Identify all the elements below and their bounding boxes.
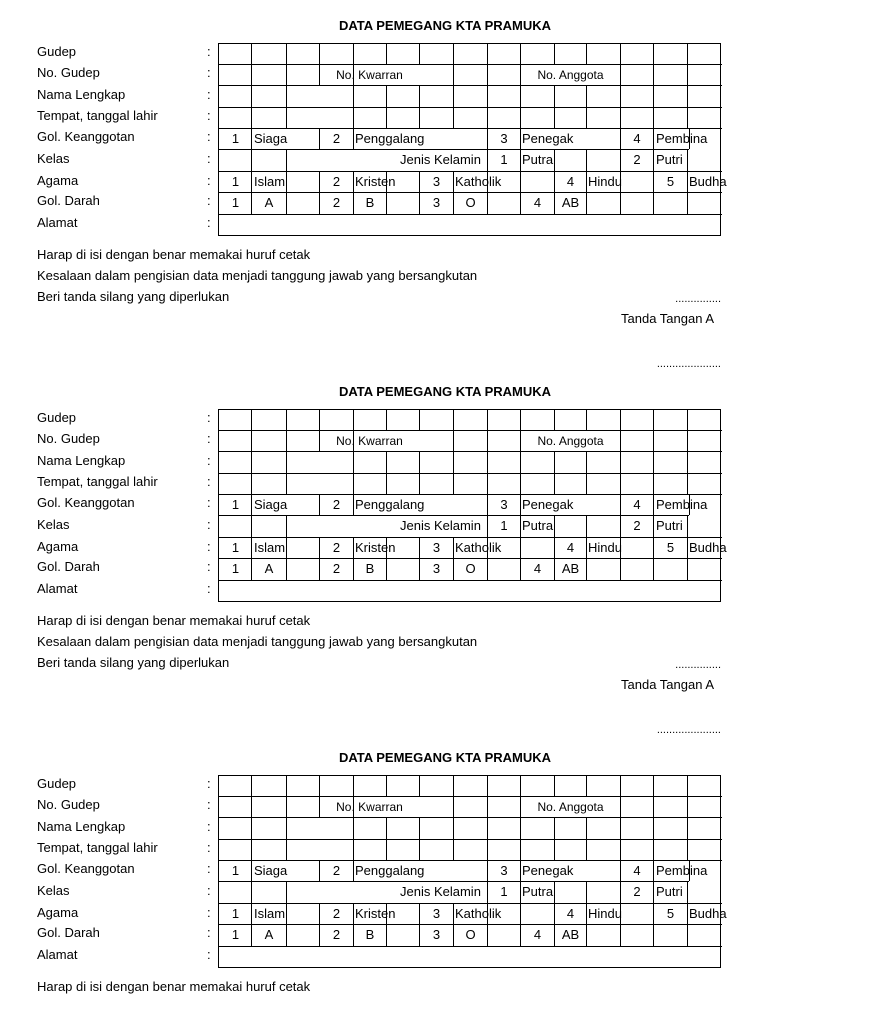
option-number: 2 [633,152,641,167]
option-number: 1 [231,131,240,146]
option-number: 3 [432,927,441,942]
no-anggota-label: No. Anggota [537,68,604,82]
option-pembina[interactable]: Pembina [656,131,708,146]
option-number: 5 [666,174,675,189]
label-gudep: Gudep [37,410,77,425]
colon: : [207,559,211,574]
option-number: 4 [566,174,575,189]
option-blood-a[interactable]: A [264,927,274,942]
option-blood-ab[interactable]: AB [561,927,580,942]
label-gol-darah: Gol. Darah [37,925,100,940]
label-gol-keanggotan: Gol. Keanggotan [37,129,135,144]
option-blood-a[interactable]: A [264,561,274,576]
form-grid[interactable] [218,409,727,602]
option-blood-ab[interactable]: AB [561,195,580,210]
signature-date-dots: ............... [675,659,721,671]
colon: : [207,495,211,510]
label-alamat: Alamat [37,581,78,596]
no-kwarran-label: No. Kwarran [336,434,403,448]
option-number: 1 [231,174,240,189]
option-number: 3 [432,906,441,921]
option-number: 2 [332,927,341,942]
label-agama: Agama [37,905,79,920]
option-number: 4 [566,540,575,555]
note-line-2: Kesalaan dalam pengisian data menjadi tanggung jawab yang bersangkutan [37,634,478,649]
label-tempat-tanggal-lahir: Tempat, tanggal lahir [37,474,158,489]
option-number: 1 [231,863,240,878]
option-budha[interactable]: Budha [689,174,727,189]
option-penggalang[interactable]: Penggalang [355,863,425,878]
colon: : [207,65,211,80]
label-agama: Agama [37,173,79,188]
label-agama: Agama [37,539,79,554]
option-hindu[interactable]: Hindu [588,906,622,921]
colon: : [207,517,211,532]
note-line-2: Kesalaan dalam pengisian data menjadi tanggung jawab yang bersangkutan [37,268,478,283]
label-alamat: Alamat [37,947,78,962]
jenis-kelamin-label: Jenis Kelamin [400,884,481,899]
no-anggota-label: No. Anggota [537,800,604,814]
option-number: 4 [533,561,542,576]
option-number: 2 [332,497,341,512]
label-no-gudep: No. Gudep [37,65,100,80]
option-number: 2 [332,195,341,210]
signature-name-dots: ..................... [656,724,721,736]
option-pembina[interactable]: Pembina [656,863,708,878]
option-katholik[interactable]: Katholik [455,906,502,921]
colon: : [207,129,211,144]
colon: : [207,431,211,446]
option-blood-o[interactable]: O [465,561,476,576]
option-number: 1 [231,561,240,576]
option-number: 5 [666,540,675,555]
option-number: 4 [566,906,575,921]
colon: : [207,87,211,102]
option-siaga[interactable]: Siaga [254,131,288,146]
option-number: 1 [231,195,240,210]
option-number: 2 [332,863,341,878]
option-penggalang[interactable]: Penggalang [355,131,425,146]
option-number: 2 [633,518,641,533]
colon: : [207,883,211,898]
option-number: 1 [231,540,240,555]
option-number: 1 [231,906,240,921]
option-number: 2 [332,540,341,555]
label-gol-darah: Gol. Darah [37,559,100,574]
note-line-1: Harap di isi dengan benar memakai huruf cetak [37,247,311,262]
no-anggota-label: No. Anggota [537,434,604,448]
form-3 [0,750,768,1024]
colon: : [207,453,211,468]
form-1 [0,18,768,374]
label-no-gudep: No. Gudep [37,431,100,446]
label-kelas: Kelas [37,151,70,166]
option-number: 1 [500,884,508,899]
colon: : [207,410,211,425]
option-siaga[interactable]: Siaga [254,863,288,878]
no-kwarran-label: No. Kwarran [336,68,403,82]
label-nama-lengkap: Nama Lengkap [37,819,126,834]
option-blood-ab[interactable]: AB [561,561,580,576]
signature-date-dots: ............... [675,293,721,305]
form-title: DATA PEMEGANG KTA PRAMUKA [338,18,552,33]
option-number: 2 [633,884,641,899]
option-hindu[interactable]: Hindu [588,174,622,189]
option-pembina[interactable]: Pembina [656,497,708,512]
option-penegak[interactable]: Penegak [522,497,574,512]
colon: : [207,861,211,876]
option-kristen[interactable]: Kristen [355,174,396,189]
option-islam[interactable]: Islam [254,540,286,555]
option-blood-b[interactable]: B [365,927,375,942]
option-kristen[interactable]: Kristen [355,906,396,921]
label-kelas: Kelas [37,883,70,898]
option-number: 4 [633,497,641,512]
note-line-3: Beri tanda silang yang diperlukan [37,289,230,304]
signature-name-dots: ..................... [656,358,721,370]
colon: : [207,840,211,855]
form-title: DATA PEMEGANG KTA PRAMUKA [338,750,552,765]
option-number: 1 [500,152,508,167]
colon: : [207,905,211,920]
option-number: 2 [332,561,341,576]
colon: : [207,819,211,834]
option-number: 3 [432,195,441,210]
option-number: 5 [666,906,675,921]
label-gol-keanggotan: Gol. Keanggotan [37,861,135,876]
option-number: 4 [533,927,542,942]
label-gudep: Gudep [37,776,77,791]
label-tempat-tanggal-lahir: Tempat, tanggal lahir [37,108,158,123]
option-islam[interactable]: Islam [254,906,286,921]
colon: : [207,474,211,489]
option-putri[interactable]: Putri [656,152,683,167]
option-putra[interactable]: Putra [522,518,554,533]
option-number: 3 [432,174,441,189]
label-gol-keanggotan: Gol. Keanggotan [37,495,135,510]
option-budha[interactable]: Budha [689,906,727,921]
option-putra[interactable]: Putra [522,152,554,167]
label-alamat: Alamat [37,215,78,230]
label-gudep: Gudep [37,44,77,59]
jenis-kelamin-label: Jenis Kelamin [400,152,481,167]
label-gol-darah: Gol. Darah [37,193,100,208]
option-penegak[interactable]: Penegak [522,131,574,146]
option-blood-b[interactable]: B [365,561,375,576]
colon: : [207,776,211,791]
option-katholik[interactable]: Katholik [455,540,502,555]
option-blood-o[interactable]: O [465,927,476,942]
option-budha[interactable]: Budha [689,540,727,555]
option-putra[interactable]: Putra [522,884,554,899]
option-putri[interactable]: Putri [656,518,683,533]
form-grid[interactable] [218,43,727,236]
jenis-kelamin-label: Jenis Kelamin [400,518,481,533]
option-number: 3 [432,540,441,555]
form-title: DATA PEMEGANG KTA PRAMUKA [338,384,552,399]
option-number: 4 [533,195,542,210]
colon: : [207,215,211,230]
no-kwarran-label: No. Kwarran [336,800,403,814]
form-grid[interactable] [218,775,727,968]
option-number: 1 [500,518,508,533]
option-number: 2 [332,131,341,146]
note-line-1: Harap di isi dengan benar memakai huruf cetak [37,979,311,994]
form-2 [0,384,768,740]
option-blood-b[interactable]: B [365,195,375,210]
option-number: 2 [332,906,341,921]
option-islam[interactable]: Islam [254,174,286,189]
colon: : [207,947,211,962]
colon: : [207,151,211,166]
label-nama-lengkap: Nama Lengkap [37,87,126,102]
option-siaga[interactable]: Siaga [254,497,288,512]
option-number: 3 [500,863,508,878]
option-number: 3 [432,561,441,576]
colon: : [207,797,211,812]
label-no-gudep: No. Gudep [37,797,100,812]
colon: : [207,925,211,940]
option-blood-o[interactable]: O [465,195,476,210]
option-number: 3 [500,131,508,146]
option-kristen[interactable]: Kristen [355,540,396,555]
option-number: 1 [231,497,240,512]
option-number: 4 [633,131,641,146]
colon: : [207,108,211,123]
note-line-3: Beri tanda silang yang diperlukan [37,655,230,670]
option-penggalang[interactable]: Penggalang [355,497,425,512]
option-blood-a[interactable]: A [264,195,274,210]
option-hindu[interactable]: Hindu [588,540,622,555]
colon: : [207,173,211,188]
signature-label: Tanda Tangan A [621,311,715,326]
option-number: 3 [500,497,508,512]
label-tempat-tanggal-lahir: Tempat, tanggal lahir [37,840,158,855]
option-number: 4 [633,863,641,878]
option-katholik[interactable]: Katholik [455,174,502,189]
colon: : [207,193,211,208]
label-nama-lengkap: Nama Lengkap [37,453,126,468]
colon: : [207,44,211,59]
colon: : [207,539,211,554]
label-kelas: Kelas [37,517,70,532]
colon: : [207,581,211,596]
signature-label: Tanda Tangan A [621,677,715,692]
option-putri[interactable]: Putri [656,884,683,899]
option-penegak[interactable]: Penegak [522,863,574,878]
option-number: 1 [231,927,240,942]
option-number: 2 [332,174,341,189]
note-line-1: Harap di isi dengan benar memakai huruf cetak [37,613,311,628]
